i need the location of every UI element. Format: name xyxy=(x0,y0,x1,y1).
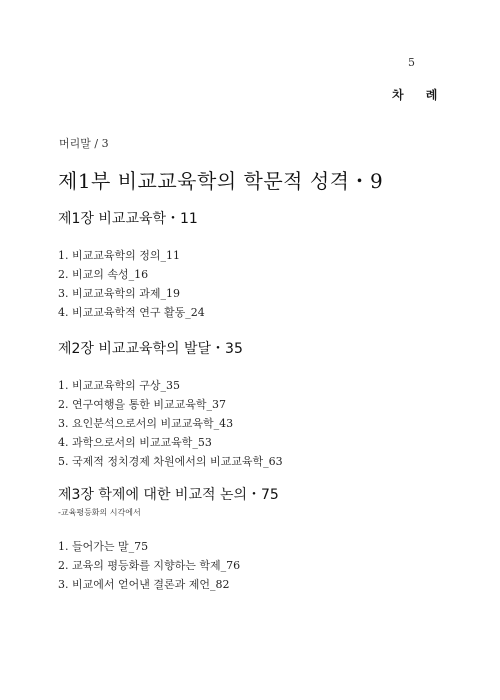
toc-entry: 3. 요인분석으로서의 비교교육학_43 xyxy=(58,417,234,430)
toc-entry: 1. 비교교육학의 정의_11 xyxy=(58,249,180,262)
toc-entry: 5. 국제적 정치경제 차원에서의 비교교육학_63 xyxy=(58,455,283,468)
chapter-1 xyxy=(58,210,458,322)
toc-entry: 2. 교육의 평등화를 지향하는 학제_76 xyxy=(58,559,241,572)
toc-entry: 1. 비교교육학의 구상_35 xyxy=(58,379,180,392)
chapter-3 xyxy=(58,486,458,594)
toc-entry: 4. 비교교육학적 연구 활동_24 xyxy=(58,306,205,319)
toc-entry: 2. 연구여행을 통한 비교교육학_37 xyxy=(58,398,226,411)
section-list xyxy=(58,246,458,322)
toc-entry: 3. 비교에서 얻어낸 결론과 제언_82 xyxy=(58,578,230,591)
chapter-title: 제1장 비교교육학・11 xyxy=(58,211,198,227)
chapter-title: 제3장 학제에 대한 비교적 논의・75 xyxy=(58,487,279,503)
section-list xyxy=(58,376,458,471)
toc-entry: 3. 비교교육학의 과제_19 xyxy=(58,287,180,300)
toc-entry-preface: 머리말 / 3 xyxy=(59,137,109,150)
table-of-contents-heading: 차 례 xyxy=(392,88,447,102)
chapter-2 xyxy=(58,340,458,471)
page-number: 5 xyxy=(408,56,415,69)
section-list xyxy=(58,537,458,594)
toc-entry: 4. 과학으로서의 비교교육학_53 xyxy=(58,436,212,449)
toc-entry: 2. 비교의 속성_16 xyxy=(58,268,149,281)
toc-entry: 1. 들어가는 말_75 xyxy=(58,540,149,553)
chapter-subtitle: -교육평등화의 시각에서 xyxy=(58,508,141,517)
part-title: 제1부 비교교육학의 학문적 성격・9 xyxy=(58,169,384,193)
chapter-title: 제2장 비교교육학의 발달・35 xyxy=(58,341,243,357)
